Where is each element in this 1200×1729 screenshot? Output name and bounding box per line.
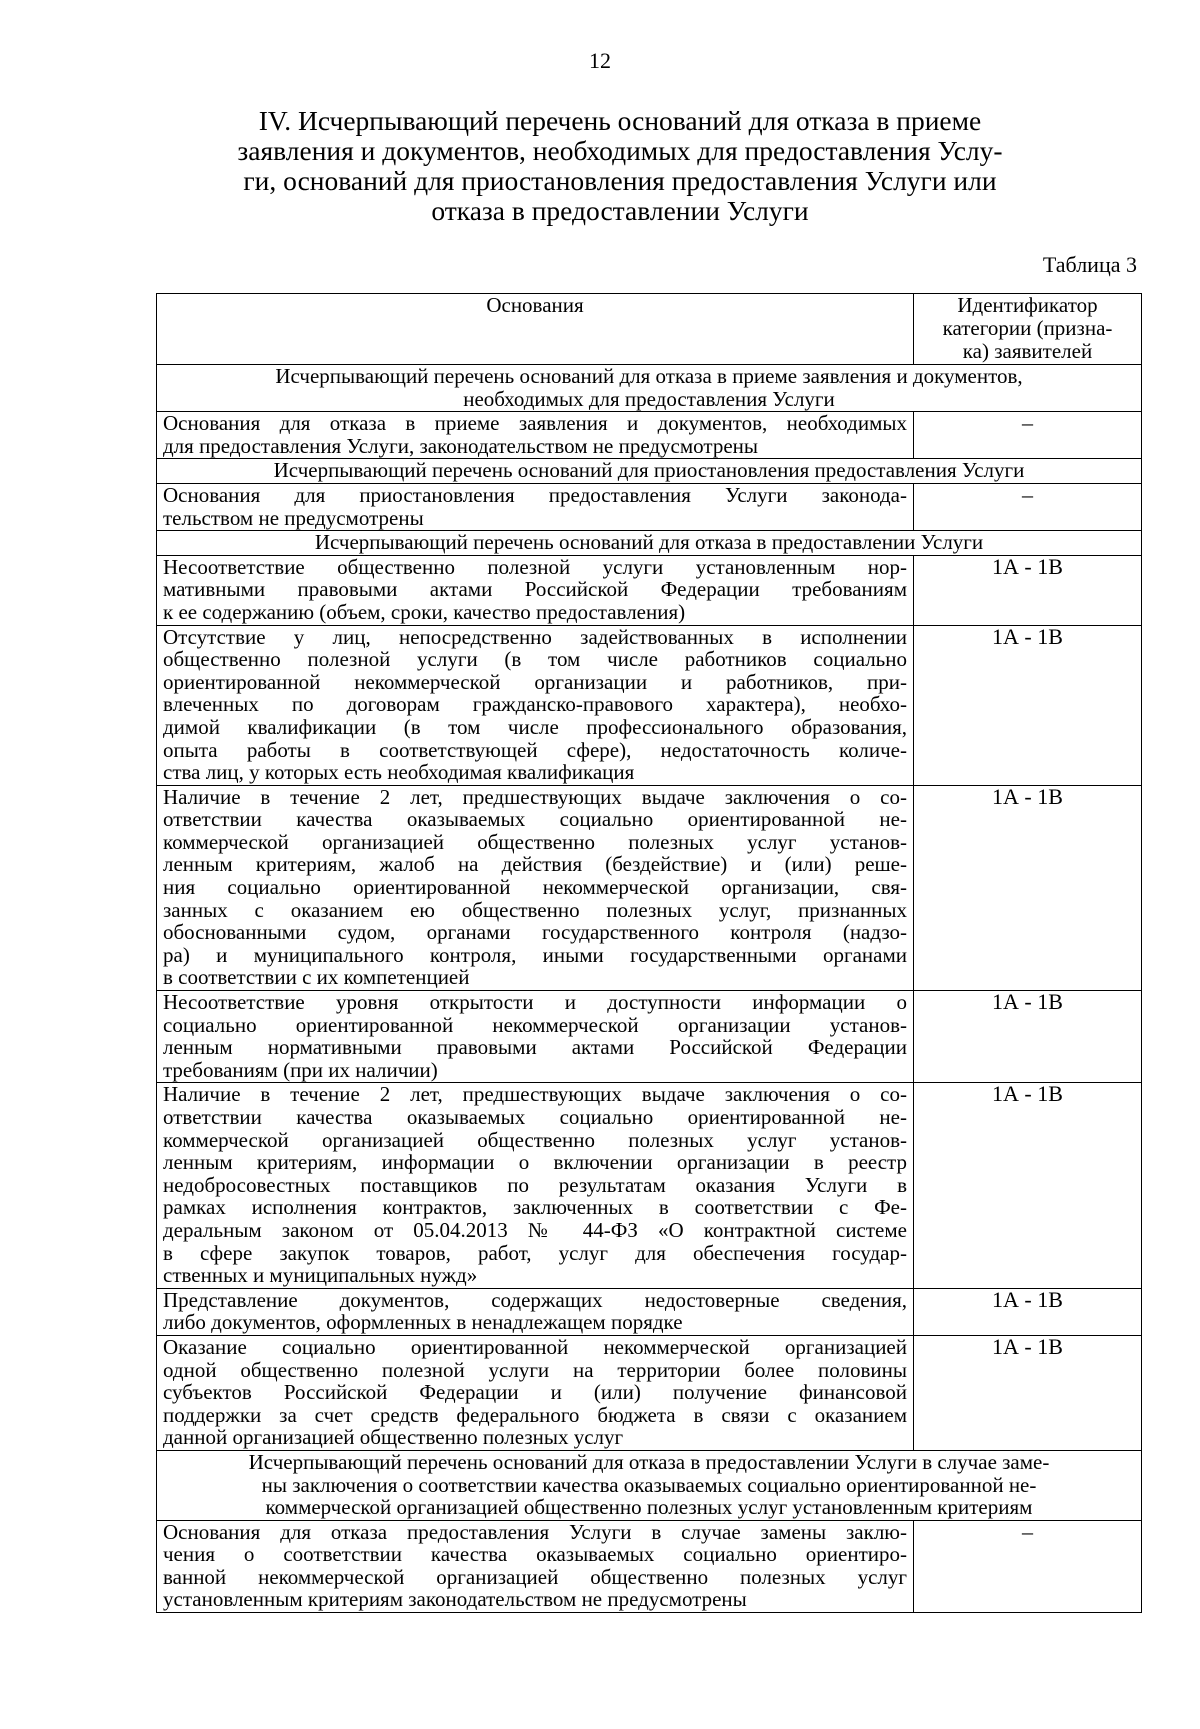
header-identifier-line: категории (призна- bbox=[942, 316, 1113, 340]
ground-text-line: Наличие в течение 2 лет, предшествующих выдаче заключения о со- bbox=[163, 1082, 907, 1107]
ground-text-line: коммерческой организацией общественно полезных услуг установ- bbox=[163, 829, 907, 854]
category-code: 1А - 1В bbox=[914, 1335, 1142, 1450]
section-heading bbox=[157, 365, 1142, 412]
ground-text-line: ориентированной некоммерческой организации и работников, при- bbox=[163, 669, 907, 694]
header-grounds: Основания bbox=[157, 294, 914, 365]
ground-text-line: рамках исполнения контрактов, заключенных в соответствии с Фе- bbox=[163, 1195, 907, 1220]
ground-text-line: ственных и муниципальных нужд» bbox=[163, 1263, 478, 1288]
section-title-line: заявления и документов, необходимых для предоставления Услу- bbox=[237, 135, 1003, 166]
ground-text-line: мативными правовыми актами Российской Федерации требованиям bbox=[163, 577, 907, 602]
ground-text-line: к ее содержанию (объем, сроки, качество предоставления) bbox=[163, 599, 686, 624]
category-code: – bbox=[914, 1520, 1142, 1612]
ground-text-line: в сфере закупок товаров, работ, услуг для обеспечения государ- bbox=[163, 1240, 907, 1265]
ground-text-line: Оказание социально ориентированной некоммерческой организацией bbox=[163, 1334, 907, 1359]
ground-text bbox=[157, 1520, 914, 1612]
ground-text-line: влеченных по договорам гражданско-правового характера), необхо- bbox=[163, 692, 907, 717]
ground-text-line: тельством не предусмотрены bbox=[163, 505, 424, 530]
ground-text-line: чения о соответствии качества оказываемых социально ориентиро- bbox=[163, 1542, 907, 1567]
section-heading-line: Исчерпывающий перечень оснований для отказа в приеме заявления и документов, bbox=[275, 364, 1023, 388]
ground-text-line: ответствии качества оказываемых социально ориентированной не- bbox=[163, 1105, 907, 1129]
ground-text-line: Основания для отказа в приеме заявления и документов, необходимых bbox=[163, 411, 907, 436]
section-heading-line: коммерческой организацией общественно полезных услуг установленным критериям bbox=[265, 1495, 1033, 1520]
section-heading-row bbox=[157, 1450, 1142, 1520]
category-code: 1А - 1В bbox=[914, 1083, 1142, 1288]
table-row bbox=[157, 483, 1142, 530]
section-heading-row bbox=[157, 365, 1142, 412]
section-title-line: отказа в предоставлении Услуги bbox=[431, 195, 809, 226]
category-code: 1А - 1В bbox=[914, 1288, 1142, 1335]
ground-text bbox=[157, 1083, 914, 1288]
ground-text-line: ленным критериям, информации о включении организации в реестр bbox=[163, 1150, 907, 1175]
table-row bbox=[157, 1083, 1142, 1288]
ground-text-line: ленным критериям, жалоб на действия (бездействие) и (или) реше- bbox=[163, 852, 907, 877]
ground-text-line: Представление документов, содержащих недостоверные сведения, bbox=[163, 1287, 907, 1312]
ground-text bbox=[157, 991, 914, 1083]
ground-text-line: поддержки за счет средств федерального бюджета в связи с оказанием bbox=[163, 1402, 907, 1427]
table-row bbox=[157, 1520, 1142, 1612]
ground-text-line: димой квалификации (в том числе профессионального образования, bbox=[163, 714, 907, 739]
table-row bbox=[157, 991, 1142, 1083]
category-code: 1А - 1В bbox=[914, 555, 1142, 625]
section-heading bbox=[157, 459, 1142, 484]
grounds-table bbox=[156, 293, 1142, 1613]
ground-text bbox=[157, 1335, 914, 1450]
category-code: 1А - 1В bbox=[914, 785, 1142, 990]
ground-text-line: коммерческой организацией общественно полезных услуг установ- bbox=[163, 1127, 907, 1152]
section-title bbox=[220, 106, 1020, 226]
table-row bbox=[157, 1288, 1142, 1335]
section-title-line: ги, оснований для приостановления предоставления Услуги или bbox=[243, 165, 997, 196]
ground-text-line: ванной некоммерческой организацией общественно полезных услуг bbox=[163, 1564, 907, 1589]
ground-text-line: общественно полезной услуги (в том числе работников социально bbox=[163, 647, 907, 672]
ground-text bbox=[157, 412, 914, 459]
category-code: – bbox=[914, 483, 1142, 530]
ground-text-line: в соответствии с их компетенцией bbox=[163, 965, 470, 990]
ground-text-line: требованиям (при их наличии) bbox=[163, 1057, 438, 1082]
ground-text-line: ра) и муниципального контроля, иными государственными органами bbox=[163, 942, 907, 967]
ground-text-line: установленным критериям законодательством не предусмотрены bbox=[163, 1587, 747, 1612]
ground-text-line: Основания для отказа предоставления Услуги в случае замены заклю- bbox=[163, 1519, 907, 1544]
ground-text bbox=[157, 555, 914, 625]
table-row bbox=[157, 555, 1142, 625]
category-code: – bbox=[914, 412, 1142, 459]
table-row bbox=[157, 412, 1142, 459]
ground-text bbox=[157, 1288, 914, 1335]
table-label: Таблица 3 bbox=[1042, 252, 1137, 277]
ground-text bbox=[157, 785, 914, 990]
section-heading-row bbox=[157, 531, 1142, 556]
ground-text-line: ответствии качества оказываемых социально ориентированной не- bbox=[163, 807, 907, 832]
section-heading bbox=[157, 531, 1142, 556]
table-row bbox=[157, 625, 1142, 785]
category-code: 1А - 1В bbox=[914, 625, 1142, 785]
ground-text-line: для предоставления Услуги, законодательством не предусмотрены bbox=[163, 433, 758, 458]
ground-text-line: данной организацией общественно полезных услуг bbox=[163, 1425, 624, 1450]
table-row bbox=[157, 785, 1142, 990]
ground-text-line: опыта работы в соответствующей сфере), недостаточность количе- bbox=[163, 737, 907, 762]
ground-text-line: одной общественно полезной услуги на территории более половины bbox=[163, 1357, 907, 1382]
section-title-line: IV. Исчерпывающий перечень оснований для отказа в приеме bbox=[258, 105, 982, 136]
ground-text-line: Отсутствие у лиц, непосредственно задействованных в исполнении bbox=[163, 624, 907, 649]
ground-text-line: Основания для приостановления предоставления Услуги законода- bbox=[163, 482, 907, 507]
section-heading-row bbox=[157, 459, 1142, 484]
section-heading-line: необходимых для предоставления Услуги bbox=[463, 386, 835, 411]
ground-text-line: социально ориентированной некоммерческой организации установ- bbox=[163, 1012, 907, 1037]
section-heading-line: Исчерпывающий перечень оснований для приостановления предоставления Услуги bbox=[273, 458, 1025, 483]
page-number: 12 bbox=[589, 48, 611, 73]
header-identifier-line: Идентификатор bbox=[957, 293, 1098, 317]
ground-text-line: Несоответствие общественно полезной услуги установленным нор- bbox=[163, 554, 907, 579]
ground-text-line: ства лиц, у которых есть необходимая квалификация bbox=[163, 760, 635, 785]
ground-text bbox=[157, 483, 914, 530]
section-heading-line: ны заключения о соответствии качества оказываемых социально ориентированной не- bbox=[261, 1472, 1037, 1497]
section-heading bbox=[157, 1450, 1142, 1520]
ground-text-line: Несоответствие уровня открытости и доступности информации о bbox=[163, 990, 907, 1015]
ground-text-line: обоснованными судом, органами государственного контроля (надзо- bbox=[163, 920, 907, 945]
ground-text-line: субъектов Российской Федерации и (или) получение финансовой bbox=[163, 1380, 907, 1405]
category-code: 1А - 1В bbox=[914, 991, 1142, 1083]
ground-text-line: деральным законом от 05.04.2013 № 44-ФЗ «О контрактной системе bbox=[163, 1217, 907, 1242]
section-heading-line: Исчерпывающий перечень оснований для отказа в предоставлении Услуги в случае заме- bbox=[248, 1449, 1050, 1474]
ground-text-line: ния социально ориентированной некоммерческой организации, свя- bbox=[163, 875, 907, 900]
ground-text-line: ленным нормативными правовыми актами Российской Федерации bbox=[163, 1035, 907, 1060]
section-heading-line: Исчерпывающий перечень оснований для отказа в предоставлении Услуги bbox=[314, 530, 984, 555]
header-identifier bbox=[914, 294, 1142, 365]
ground-text-line: занных с оказанием ею общественно полезных услуг, признанных bbox=[163, 897, 907, 922]
header-identifier-line: ка) заявителей bbox=[962, 339, 1093, 363]
ground-text bbox=[157, 625, 914, 785]
ground-text-line: либо документов, оформленных в ненадлежащем порядке bbox=[163, 1310, 683, 1335]
table-header-row bbox=[157, 294, 1142, 365]
ground-text-line: Наличие в течение 2 лет, предшествующих выдаче заключения о со- bbox=[163, 784, 907, 809]
ground-text-line: недобросовестных поставщиков по результатам оказания Услуги в bbox=[163, 1172, 907, 1197]
table-row bbox=[157, 1335, 1142, 1450]
